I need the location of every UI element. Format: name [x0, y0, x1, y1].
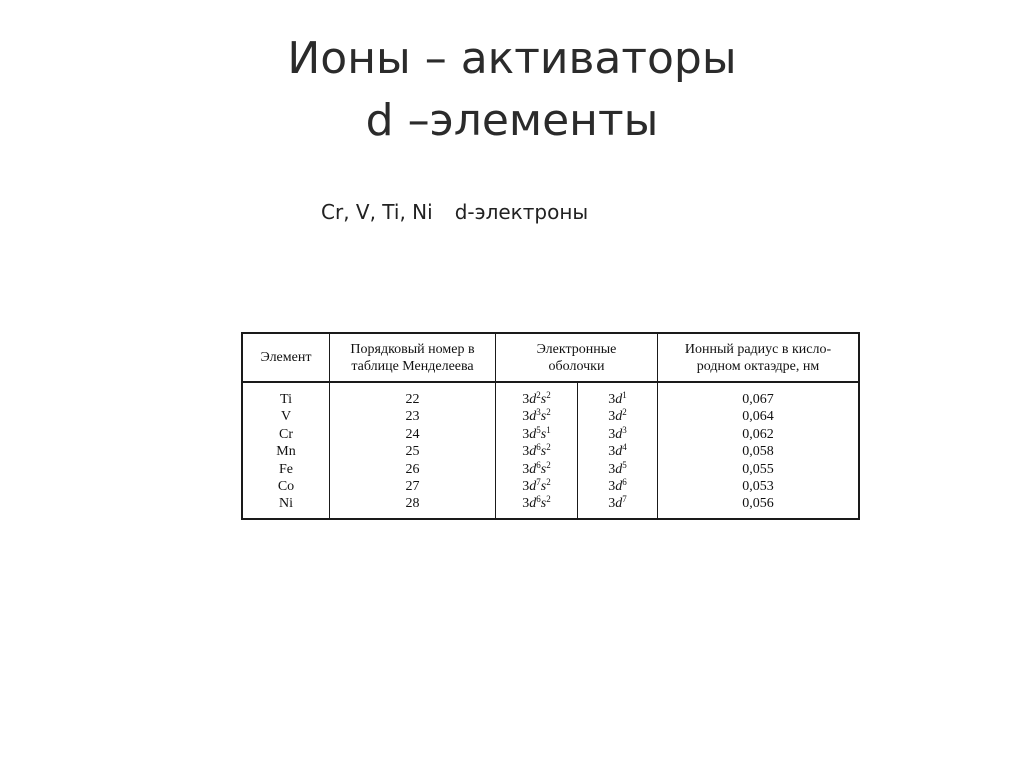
cell-shell-full: $3d^2s^2$ — [522, 390, 551, 407]
cell-element: Ti — [280, 392, 292, 407]
slide-title — [0, 28, 1024, 152]
cell-radius: 0,055 — [742, 461, 774, 477]
column-radius — [658, 391, 858, 513]
superscript: 4 — [622, 442, 627, 453]
superscript: 2 — [536, 390, 541, 400]
header-number: Порядковый номер в таблице Менделеева — [350, 341, 475, 374]
ion-table — [241, 332, 860, 520]
cell-shell-ion: $3d^2$ — [608, 407, 627, 425]
subtitle-label: d-электроны — [454, 200, 589, 224]
superscript: 6 — [536, 459, 541, 470]
cell-radius: 0,067 — [742, 392, 774, 407]
superscript: 1 — [546, 424, 551, 435]
column-shell-full — [496, 391, 577, 513]
cell-radius: 0,058 — [742, 444, 774, 460]
cell-element: Mn — [276, 444, 296, 460]
cell-shell-ion: $3d^1$ — [608, 390, 627, 407]
header-radius: Ионный радиус в кисло- родном октаэдре, нм — [684, 341, 832, 374]
title-line-1: Ионы – активаторы — [287, 33, 737, 84]
cell-element: Ni — [279, 496, 293, 512]
cell-shell-ion: $3d^4$ — [608, 442, 627, 460]
cell-shell-full: $3d^3s^2$ — [522, 407, 551, 425]
cell-number: 26 — [405, 461, 420, 477]
cell-element: Co — [277, 479, 295, 495]
cell-shell-full: $3d^6s^2$ — [522, 459, 551, 477]
superscript: 2 — [622, 407, 627, 418]
cell-element: Cr — [279, 426, 293, 442]
cell-number: 23 — [405, 409, 420, 425]
superscript: 1 — [622, 390, 627, 400]
cell-number: 27 — [405, 479, 420, 495]
superscript: 3 — [622, 424, 627, 435]
subtitle — [321, 200, 588, 224]
cell-shell-ion: $3d^7$ — [608, 494, 627, 512]
cell-shell-ion: $3d^3$ — [608, 424, 627, 442]
cell-shell-ion: $3d^6$ — [608, 477, 627, 495]
header-shells: Электронные оболочки — [536, 341, 617, 374]
cell-element: Fe — [279, 461, 293, 477]
title-line-2: d –элементы — [365, 95, 659, 146]
column-shell-ion — [578, 391, 657, 513]
superscript: 7 — [622, 494, 627, 505]
superscript: 5 — [536, 424, 541, 435]
table-header — [243, 334, 858, 383]
superscript: 5 — [622, 459, 627, 470]
column-element — [243, 391, 329, 513]
cell-radius: 0,053 — [742, 479, 774, 495]
column-number — [330, 391, 495, 513]
cell-radius: 0,064 — [742, 409, 774, 425]
cell-number: 25 — [405, 444, 420, 460]
superscript: 2 — [546, 477, 551, 488]
superscript: 2 — [546, 407, 551, 418]
cell-number: 24 — [405, 426, 420, 442]
cell-radius: 0,062 — [742, 426, 774, 442]
superscript: 7 — [536, 477, 541, 488]
cell-shell-full: $3d^6s^2$ — [522, 442, 551, 460]
header-element: Элемент — [260, 350, 312, 365]
superscript: 2 — [546, 442, 551, 453]
superscript: 2 — [546, 390, 551, 400]
superscript: 2 — [546, 494, 551, 505]
superscript: 3 — [536, 407, 541, 418]
superscript: 6 — [622, 477, 627, 488]
cell-element: V — [280, 409, 292, 425]
cell-number: 28 — [405, 496, 420, 512]
cell-number: 22 — [405, 392, 420, 407]
superscript: 2 — [546, 459, 551, 470]
cell-shell-full: $3d^7s^2$ — [522, 477, 551, 495]
cell-shell-full: $3d^6s^2$ — [522, 494, 551, 512]
cell-radius: 0,056 — [742, 496, 774, 512]
cell-shell-full: $3d^5s^1$ — [522, 424, 551, 442]
subtitle-elements: Cr, V, Ti, Ni — [321, 200, 433, 224]
superscript: 6 — [536, 442, 541, 453]
superscript: 6 — [536, 494, 541, 505]
cell-shell-ion: $3d^5$ — [608, 459, 627, 477]
